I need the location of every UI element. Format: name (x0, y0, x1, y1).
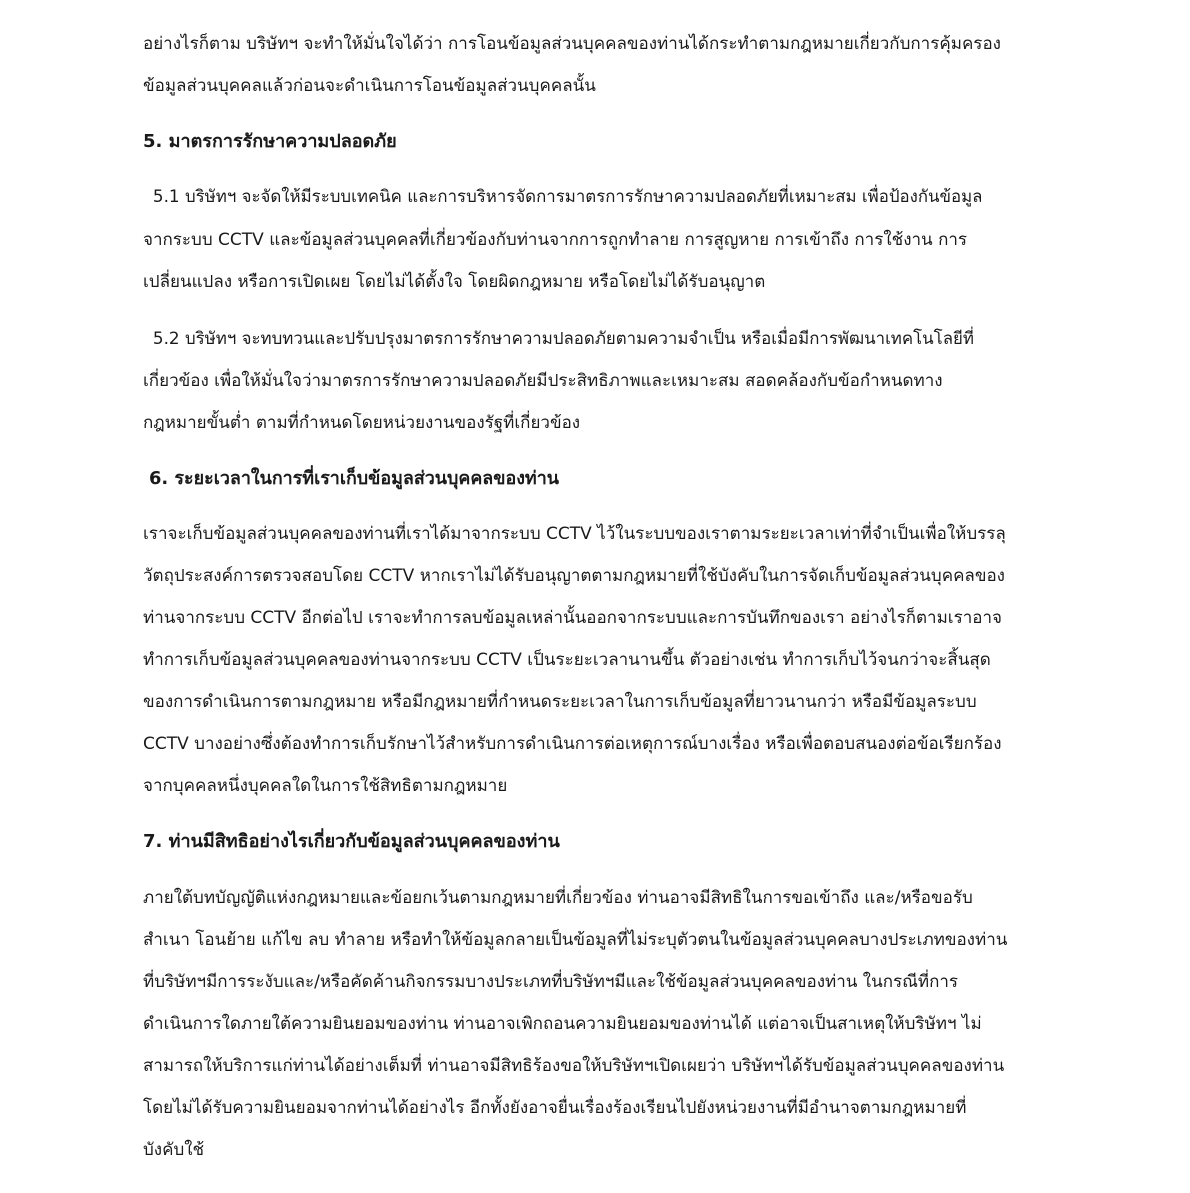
text-line: 5.2 บริษัทฯ จะทบทวนและปรับปรุงมาตรการรักษาความปลอดภัยตามความจำเป็น หรือเมื่อมีการพัฒนาเทคโนโลยีที่ (152, 329, 974, 349)
text-line: ของการดำเนินการตามกฎหมาย หรือมีกฎหมายที่กำหนดระยะเวลาในการเก็บข้อมูลที่ยาวนานกว่า หรือมีข้อมูลระบบ (143, 692, 977, 712)
text-line: จากระบบ CCTV และข้อมูลส่วนบุคคลที่เกี่ยวข้องกับท่านจากการถูกทำลาย การสูญหาย การเข้าถึง การใช้งาน การ (143, 230, 968, 250)
text-line: กฎหมายขั้นต่ำ ตามที่กำหนดโดยหน่วยงานของรัฐที่เกี่ยวข้อง (143, 413, 581, 433)
text-line: บังคับใช้ (143, 1140, 205, 1160)
text-line: สำเนา โอนย้าย แก้ไข ลบ ทำลาย หรือทำให้ข้อมูลกลายเป็นข้อมูลที่ไม่ระบุตัวตนในข้อมูลส่วนบุคคลบางประเภทของท่าน (143, 930, 1008, 950)
text-line: จากบุคคลหนึ่งบุคคลใดในการใช้สิทธิตามกฎหมาย (143, 776, 508, 796)
text-line: ท่านจากระบบ CCTV อีกต่อไป เราจะทำการลบข้อมูลเหล่านั้นออกจากระบบและการบันทึกของเรา อย่างไรก็ตามเราอาจ (143, 608, 1003, 628)
text-line: วัตถุประสงค์การตรวจสอบโดย CCTV หากเราไม่ได้รับอนุญาตตามกฎหมายที่ใช้บังคับในการจัดเก็บข้อมูลส่วนบุคคลของ (143, 566, 1005, 586)
section-5-heading: 5. มาตรการรักษาความปลอดภัย (143, 131, 397, 152)
text-line: เปลี่ยนแปลง หรือการเปิดเผย โดยไม่ได้ตั้งใจ โดยผิดกฎหมาย หรือโดยไม่ได้รับอนุญาต (143, 272, 766, 292)
text-line: อย่างไรก็ตาม บริษัทฯ จะทำให้มั่นใจได้ว่า การโอนข้อมูลส่วนบุคคลของท่านได้กระทำตามกฎหมายเกี่ยวกับการคุ้มครอง (143, 34, 1001, 54)
text-line: ที่บริษัทฯมีการระงับและ/หรือคัดค้านกิจกรรมบางประเภทที่บริษัทฯมีและใช้ข้อมูลส่วนบุคคลของท่าน ในกรณีที่การ (143, 972, 959, 992)
text-line: โดยไม่ได้รับความยินยอมจากท่านได้อย่างไร อีกทั้งยังอาจยื่นเรื่องร้องเรียนไปยังหน่วยงานที่มีอำนาจตามกฎหมายที่ (143, 1098, 967, 1118)
text-line: ข้อมูลส่วนบุคคลแล้วก่อนจะดำเนินการโอนข้อมูลส่วนบุคคลนั้น (143, 76, 596, 96)
text-line: สามารถให้บริการแก่ท่านได้อย่างเต็มที่ ท่านอาจมีสิทธิร้องขอให้บริษัทฯเปิดเผยว่า บริษัทฯได้รับข้อมูลส่วนบุคคลของท่าน (143, 1056, 1005, 1076)
text-line: เราจะเก็บข้อมูลส่วนบุคคลของท่านที่เราได้มาจากระบบ CCTV ไว้ในระบบของเราตามระยะเวลาเท่าที่จำเป็นเพื่อให้บรรลุ (143, 524, 1006, 544)
text-line: ภายใต้บทบัญญัติแห่งกฎหมายและข้อยกเว้นตามกฎหมายที่เกี่ยวข้อง ท่านอาจมีสิทธิในการขอเข้าถึง และ/หรือขอรับ (143, 888, 973, 908)
text-line: เกี่ยวข้อง เพื่อให้มั่นใจว่ามาตรการรักษาความปลอดภัยมีประสิทธิภาพและเหมาะสม สอดคล้องกับข้อกำหนดทาง (143, 371, 943, 391)
text-line: CCTV บางอย่างซึ่งต้องทำการเก็บรักษาไว้สำหรับการดำเนินการต่อเหตุการณ์บางเรื่อง หรือเพื่อตอบสนองต่อข้อเรียกร้อง (143, 734, 1002, 754)
section-7-heading: 7. ท่านมีสิทธิอย่างไรเกี่ยวกับข้อมูลส่วนบุคคลของท่าน (143, 831, 560, 852)
section-6-heading: 6. ระยะเวลาในการที่เราเก็บข้อมูลส่วนบุคคลของท่าน (148, 468, 559, 489)
text-line: ทำการเก็บข้อมูลส่วนบุคคลของท่านจากระบบ CCTV เป็นระยะเวลานานขึ้น ตัวอย่างเช่น ทำการเก็บไว้จนกว่าจะสิ้นสุด (143, 650, 991, 670)
text-line: 5.1 บริษัทฯ จะจัดให้มีระบบเทคนิค และการบริหารจัดการมาตรการรักษาความปลอดภัยที่เหมาะสม เพื่อป้องกันข้อมูล (152, 187, 983, 207)
text-line: ดำเนินการใดภายใต้ความยินยอมของท่าน ท่านอาจเพิกถอนความยินยอมของท่านได้ แต่อาจเป็นสาเหตุให้บริษัทฯ ไม่ (143, 1014, 982, 1034)
